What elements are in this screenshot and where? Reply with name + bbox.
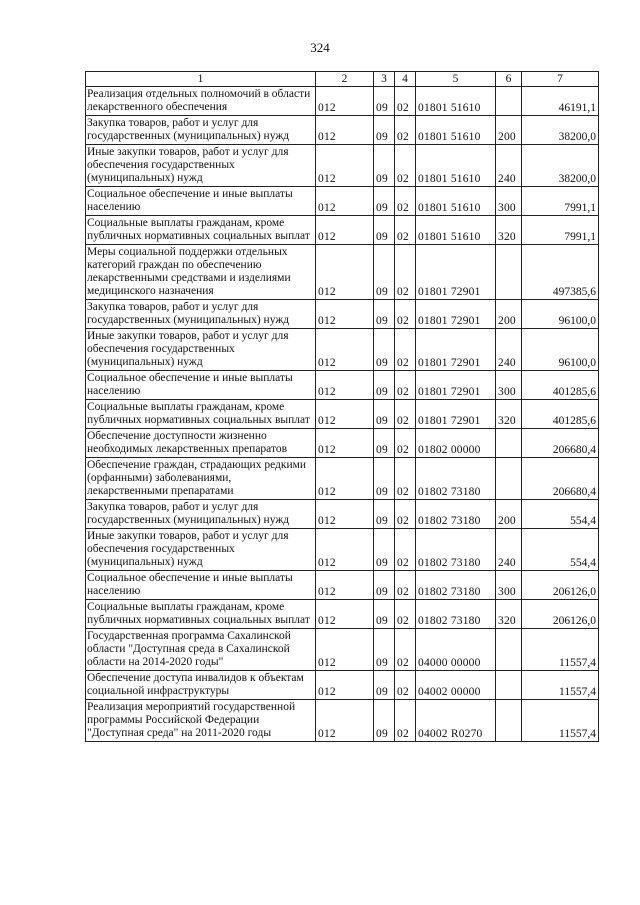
row-name-cell: Реализация отдельных полномочий в области лекарственного обеспечения [86, 87, 316, 116]
subsection-cell: 02 [395, 216, 416, 245]
row-name-cell: Меры социальной поддержки отдельных категорий граждан по обеспечению лекарственными средствами и изделиями медицинского назначения [86, 245, 316, 300]
amount-cell: 11557,4 [522, 700, 599, 742]
section-cell: 09 [374, 329, 395, 371]
admin-code-cell: 012 [316, 300, 374, 329]
target-article-cell: 01802 73180 [416, 529, 496, 571]
target-article-cell: 01802 73180 [416, 600, 496, 629]
column-header: 1 [86, 72, 316, 87]
expense-type-cell [496, 429, 522, 458]
subsection-cell: 02 [395, 629, 416, 671]
section-cell: 09 [374, 145, 395, 187]
section-cell: 09 [374, 571, 395, 600]
row-name-cell: Государственная программа Сахалинской области "Доступная среда в Сахалинской области на 2014-2020 годы" [86, 629, 316, 671]
subsection-cell: 02 [395, 145, 416, 187]
table-row [86, 600, 599, 629]
section-cell: 09 [374, 216, 395, 245]
subsection-cell: 02 [395, 187, 416, 216]
amount-cell: 497385,6 [522, 245, 599, 300]
amount-cell: 7991,1 [522, 187, 599, 216]
row-name-cell: Социальные выплаты гражданам, кроме публичных нормативных социальных выплат [86, 600, 316, 629]
section-cell: 09 [374, 87, 395, 116]
expense-type-cell: 320 [496, 600, 522, 629]
section-cell: 09 [374, 700, 395, 742]
target-article-cell: 01801 51610 [416, 87, 496, 116]
row-name-cell: Обеспечение доступа инвалидов к объектам социальной инфраструктуры [86, 671, 316, 700]
table-body [86, 87, 599, 742]
row-name-cell: Иные закупки товаров, работ и услуг для обеспечения государственных (муниципальных) нужд [86, 529, 316, 571]
row-name-cell: Социальные выплаты гражданам, кроме публичных нормативных социальных выплат [86, 400, 316, 429]
expense-type-cell [496, 629, 522, 671]
admin-code-cell: 012 [316, 529, 374, 571]
admin-code-cell: 012 [316, 458, 374, 500]
admin-code-cell: 012 [316, 629, 374, 671]
section-cell: 09 [374, 116, 395, 145]
section-cell: 09 [374, 529, 395, 571]
subsection-cell: 02 [395, 458, 416, 500]
subsection-cell: 02 [395, 245, 416, 300]
amount-cell: 206680,4 [522, 429, 599, 458]
expense-type-cell: 240 [496, 329, 522, 371]
subsection-cell: 02 [395, 671, 416, 700]
row-name-cell: Социальное обеспечение и иные выплаты населению [86, 371, 316, 400]
amount-cell: 206680,4 [522, 458, 599, 500]
column-header: 6 [496, 72, 522, 87]
section-cell: 09 [374, 458, 395, 500]
admin-code-cell: 012 [316, 700, 374, 742]
amount-cell: 554,4 [522, 529, 599, 571]
subsection-cell: 02 [395, 500, 416, 529]
amount-cell: 206126,0 [522, 600, 599, 629]
amount-cell: 7991,1 [522, 216, 599, 245]
section-cell: 09 [374, 245, 395, 300]
target-article-cell: 01801 72901 [416, 329, 496, 371]
subsection-cell: 02 [395, 371, 416, 400]
target-article-cell: 04002 00000 [416, 671, 496, 700]
expense-type-cell [496, 87, 522, 116]
amount-cell: 206126,0 [522, 571, 599, 600]
target-article-cell: 01801 72901 [416, 300, 496, 329]
expense-type-cell: 300 [496, 187, 522, 216]
row-name-cell: Обеспечение граждан, страдающих редкими (орфанными) заболеваниями, лекарственными препаратами [86, 458, 316, 500]
admin-code-cell: 012 [316, 400, 374, 429]
row-name-cell: Закупка товаров, работ и услуг для государственных (муниципальных) нужд [86, 116, 316, 145]
admin-code-cell: 012 [316, 245, 374, 300]
target-article-cell: 01801 51610 [416, 145, 496, 187]
header-row [86, 72, 599, 87]
target-article-cell: 01801 72901 [416, 371, 496, 400]
admin-code-cell: 012 [316, 671, 374, 700]
section-cell: 09 [374, 187, 395, 216]
table-row [86, 187, 599, 216]
expense-type-cell: 320 [496, 216, 522, 245]
target-article-cell: 04000 00000 [416, 629, 496, 671]
expense-type-cell: 200 [496, 116, 522, 145]
table-row [86, 371, 599, 400]
admin-code-cell: 012 [316, 371, 374, 400]
admin-code-cell: 012 [316, 429, 374, 458]
row-name-cell: Закупка товаров, работ и услуг для государственных (муниципальных) нужд [86, 300, 316, 329]
amount-cell: 38200,0 [522, 116, 599, 145]
budget-table [85, 71, 599, 742]
expense-type-cell [496, 458, 522, 500]
table-row [86, 245, 599, 300]
target-article-cell: 04002 R0270 [416, 700, 496, 742]
section-cell: 09 [374, 671, 395, 700]
row-name-cell: Обеспечение доступности жизненно необходимых лекарственных препаратов [86, 429, 316, 458]
target-article-cell: 01801 51610 [416, 187, 496, 216]
target-article-cell: 01802 00000 [416, 429, 496, 458]
row-name-cell: Иные закупки товаров, работ и услуг для обеспечения государственных (муниципальных) нужд [86, 145, 316, 187]
expense-type-cell [496, 245, 522, 300]
amount-cell: 11557,4 [522, 671, 599, 700]
admin-code-cell: 012 [316, 600, 374, 629]
target-article-cell: 01801 72901 [416, 400, 496, 429]
section-cell: 09 [374, 300, 395, 329]
target-article-cell: 01802 73180 [416, 571, 496, 600]
column-header: 2 [316, 72, 374, 87]
expense-type-cell: 240 [496, 145, 522, 187]
target-article-cell: 01801 51610 [416, 216, 496, 245]
admin-code-cell: 012 [316, 329, 374, 371]
expense-type-cell: 240 [496, 529, 522, 571]
table-row [86, 529, 599, 571]
section-cell: 09 [374, 371, 395, 400]
section-cell: 09 [374, 629, 395, 671]
admin-code-cell: 012 [316, 571, 374, 600]
target-article-cell: 01802 73180 [416, 458, 496, 500]
row-name-cell: Социальные выплаты гражданам, кроме публичных нормативных социальных выплат [86, 216, 316, 245]
subsection-cell: 02 [395, 571, 416, 600]
subsection-cell: 02 [395, 329, 416, 371]
row-name-cell: Реализация мероприятий государственной программы Российской Федерации "Доступная среда" на 2011-2020 годы [86, 700, 316, 742]
admin-code-cell: 012 [316, 187, 374, 216]
admin-code-cell: 012 [316, 500, 374, 529]
row-name-cell: Социальное обеспечение и иные выплаты населению [86, 571, 316, 600]
subsection-cell: 02 [395, 600, 416, 629]
amount-cell: 46191,1 [522, 87, 599, 116]
column-header: 5 [416, 72, 496, 87]
table-row [86, 671, 599, 700]
amount-cell: 38200,0 [522, 145, 599, 187]
expense-type-cell [496, 700, 522, 742]
row-name-cell: Закупка товаров, работ и услуг для государственных (муниципальных) нужд [86, 500, 316, 529]
table-row [86, 500, 599, 529]
table-row [86, 87, 599, 116]
table-row [86, 116, 599, 145]
amount-cell: 401285,6 [522, 400, 599, 429]
table-row [86, 329, 599, 371]
subsection-cell: 02 [395, 300, 416, 329]
row-name-cell: Социальное обеспечение и иные выплаты населению [86, 187, 316, 216]
table-row [86, 400, 599, 429]
section-cell: 09 [374, 600, 395, 629]
table-row [86, 145, 599, 187]
subsection-cell: 02 [395, 700, 416, 742]
subsection-cell: 02 [395, 400, 416, 429]
amount-cell: 96100,0 [522, 329, 599, 371]
section-cell: 09 [374, 429, 395, 458]
table-row [86, 216, 599, 245]
amount-cell: 11557,4 [522, 629, 599, 671]
table-row [86, 629, 599, 671]
subsection-cell: 02 [395, 529, 416, 571]
target-article-cell: 01802 73180 [416, 500, 496, 529]
amount-cell: 401285,6 [522, 371, 599, 400]
table-row [86, 458, 599, 500]
column-header: 3 [374, 72, 395, 87]
expense-type-cell: 200 [496, 300, 522, 329]
subsection-cell: 02 [395, 429, 416, 458]
section-cell: 09 [374, 400, 395, 429]
expense-type-cell: 200 [496, 500, 522, 529]
admin-code-cell: 012 [316, 216, 374, 245]
expense-type-cell: 320 [496, 400, 522, 429]
admin-code-cell: 012 [316, 87, 374, 116]
row-name-cell: Иные закупки товаров, работ и услуг для обеспечения государственных (муниципальных) нужд [86, 329, 316, 371]
column-header: 7 [522, 72, 599, 87]
amount-cell: 554,4 [522, 500, 599, 529]
subsection-cell: 02 [395, 116, 416, 145]
table-row [86, 571, 599, 600]
admin-code-cell: 012 [316, 145, 374, 187]
target-article-cell: 01801 51610 [416, 116, 496, 145]
table-row [86, 300, 599, 329]
subsection-cell: 02 [395, 87, 416, 116]
admin-code-cell: 012 [316, 116, 374, 145]
amount-cell: 96100,0 [522, 300, 599, 329]
expense-type-cell [496, 671, 522, 700]
column-header: 4 [395, 72, 416, 87]
expense-type-cell: 300 [496, 371, 522, 400]
page-number: 324 [310, 40, 330, 55]
expense-type-cell: 300 [496, 571, 522, 600]
target-article-cell: 01801 72901 [416, 245, 496, 300]
table-row [86, 700, 599, 742]
table-row [86, 429, 599, 458]
section-cell: 09 [374, 500, 395, 529]
